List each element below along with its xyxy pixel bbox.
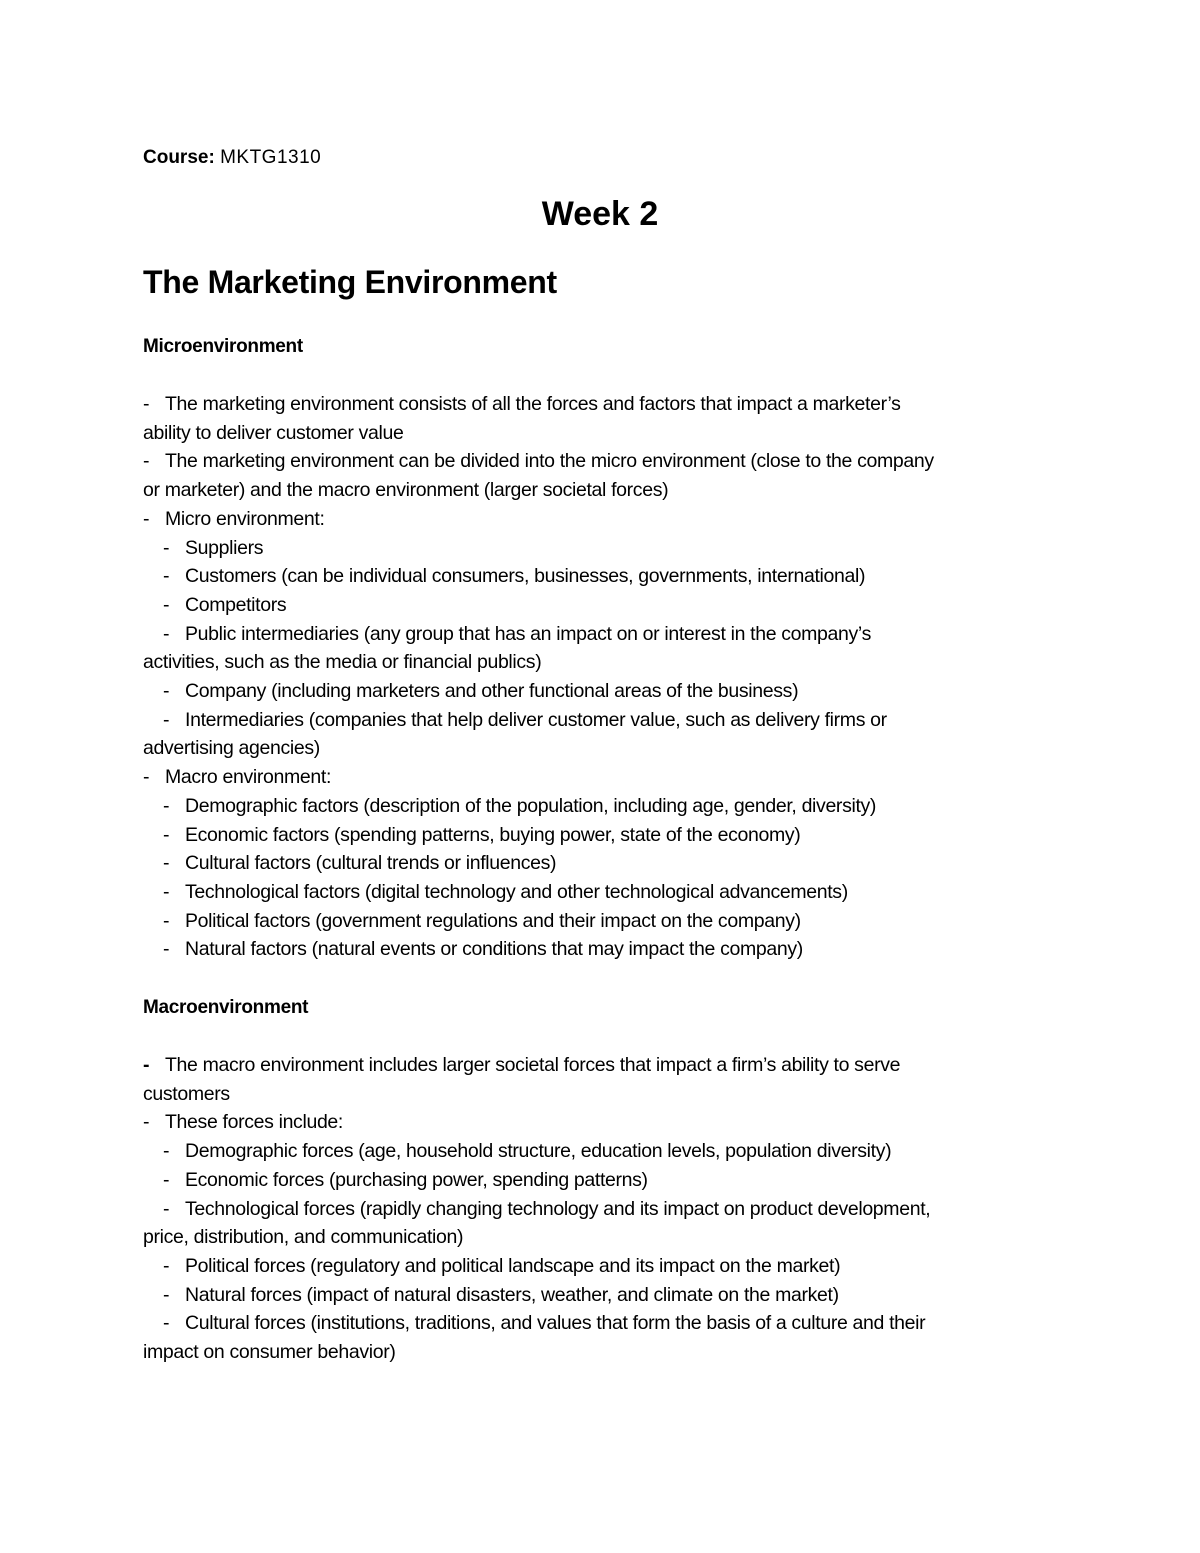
bullet-dash: -: [163, 1283, 170, 1306]
list-item: [143, 591, 1073, 620]
bullet-dash: -: [163, 880, 170, 903]
list-item: [143, 677, 1073, 706]
list-item-text: Technological forces (rapidly changing technology and its impact on product development,: [185, 1197, 931, 1220]
list-item: [143, 390, 1073, 419]
list-item-text: Cultural forces (institutions, traditions, and values that form the basis of a culture and their: [185, 1312, 926, 1335]
list-item-text: Natural factors (natural events or conditions that may impact the company): [185, 938, 803, 961]
list-item: [143, 1166, 1073, 1195]
list-item-continuation: [143, 1223, 1073, 1252]
list-item: [143, 447, 1073, 476]
list-item-text: Intermediaries (companies that help deliver customer value, such as delivery firms or: [185, 708, 887, 731]
list-item-text: impact on consumer behavior): [143, 1341, 396, 1364]
list-item: [143, 620, 1073, 649]
list-item: [143, 763, 1073, 792]
list-item-text: or marketer) and the macro environment (larger societal forces): [143, 479, 669, 502]
list-item-text: Political forces (regulatory and political landscape and its impact on the market): [185, 1254, 841, 1277]
list-item: [143, 907, 1073, 936]
macroenvironment-heading: Macroenvironment: [143, 997, 309, 1018]
bullet-dash: -: [163, 1140, 170, 1163]
list-item-text: activities, such as the media or financial publics): [143, 651, 542, 674]
bullet-dash: -: [143, 507, 150, 530]
course-code: MKTG1310: [220, 147, 322, 168]
list-item-continuation: [143, 419, 1073, 448]
list-item-text: price, distribution, and communication): [143, 1226, 464, 1249]
list-item: [143, 1281, 1073, 1310]
bullet-dash: -: [163, 852, 170, 875]
bullet-dash: -: [163, 1312, 170, 1335]
list-item-text: Customers (can be individual consumers, businesses, governments, international): [185, 565, 866, 588]
list-item-text: Political factors (government regulations and their impact on the company): [185, 909, 801, 932]
list-item-text: Company (including marketers and other functional areas of the business): [185, 680, 799, 703]
bullet-dash: -: [143, 450, 150, 473]
bullet-dash: -: [143, 766, 150, 789]
bullet-dash: -: [163, 938, 170, 961]
list-item: [143, 878, 1073, 907]
list-item-continuation: [143, 1080, 1073, 1109]
course-label: Course:: [143, 147, 215, 168]
bullet-dash: -: [163, 909, 170, 932]
microenvironment-list: [143, 390, 1073, 964]
list-item-continuation: [143, 1338, 1073, 1367]
list-item: [143, 1252, 1073, 1281]
bullet-dash: -: [143, 393, 150, 415]
bullet-dash: -: [163, 622, 170, 645]
bullet-dash: -: [163, 680, 170, 703]
list-item-text: Natural forces (impact of natural disasters, weather, and climate on the market): [185, 1283, 839, 1306]
microenvironment-section: [143, 333, 1073, 964]
list-item-text: Macro environment:: [165, 766, 332, 789]
list-item-text: Economic factors (spending patterns, buying power, state of the economy): [185, 823, 801, 846]
list-item-text: The marketing environment consists of all the forces and factors that impact a marketer’s: [165, 393, 901, 415]
list-item-continuation: [143, 734, 1073, 763]
microenvironment-heading: Microenvironment: [143, 336, 303, 357]
bullet-dash: -: [163, 708, 170, 731]
list-item-text: ability to deliver customer value: [143, 421, 404, 444]
list-item: [143, 1108, 1073, 1137]
list-item-text: Economic forces (purchasing power, spending patterns): [185, 1168, 648, 1191]
bullet-dash: -: [163, 536, 170, 559]
list-item-text: The marketing environment can be divided into the micro environment (close to the company: [165, 450, 934, 473]
bullet-dash: -: [163, 1197, 170, 1220]
list-item: [143, 562, 1073, 591]
macroenvironment-list: [143, 1051, 1073, 1367]
list-item-text: Public intermediaries (any group that has an impact on or interest in the company’s: [185, 622, 871, 645]
list-item: [143, 1137, 1073, 1166]
bullet-dash: -: [163, 1254, 170, 1277]
bullet-dash: -: [143, 1111, 150, 1134]
list-item: [143, 935, 1073, 964]
list-item-text: Suppliers: [185, 536, 264, 559]
week-title: Week 2: [541, 195, 659, 233]
list-item-text: Demographic forces (age, household structure, education levels, population diversity): [185, 1140, 892, 1163]
course-line: [143, 146, 321, 170]
list-item-text: Technological factors (digital technology and other technological advancements): [185, 880, 848, 903]
list-item-text: These forces include:: [165, 1111, 343, 1134]
list-item: [143, 534, 1073, 563]
list-item-text: Micro environment:: [165, 507, 325, 530]
list-item-text: advertising agencies): [143, 737, 320, 760]
bullet-dash: -: [163, 593, 170, 616]
bullet-dash: -: [163, 823, 170, 846]
list-item-text: Competitors: [185, 593, 287, 616]
list-item: [143, 505, 1073, 534]
document-title: The Marketing Environment: [143, 264, 557, 300]
bullet-dash: -: [163, 1168, 170, 1191]
bullet-dash: -: [163, 794, 170, 817]
bullet-dash: -: [143, 1054, 150, 1076]
list-item-text: The macro environment includes larger societal forces that impact a firm’s ability to serve: [165, 1054, 901, 1076]
list-item: [143, 1051, 1073, 1080]
list-item-text: customers: [143, 1082, 230, 1105]
list-item-text: Demographic factors (description of the population, including age, gender, diversity): [185, 794, 877, 817]
list-item: [143, 792, 1073, 821]
list-item-continuation: [143, 476, 1073, 505]
list-item: [143, 849, 1073, 878]
list-item: [143, 821, 1073, 850]
bullet-dash: -: [163, 565, 170, 588]
list-item-text: Cultural factors (cultural trends or influences): [185, 852, 557, 875]
list-item: [143, 706, 1073, 735]
macroenvironment-section: [143, 994, 1073, 1367]
list-item: [143, 1309, 1073, 1338]
list-item: [143, 1195, 1073, 1224]
list-item-continuation: [143, 648, 1073, 677]
